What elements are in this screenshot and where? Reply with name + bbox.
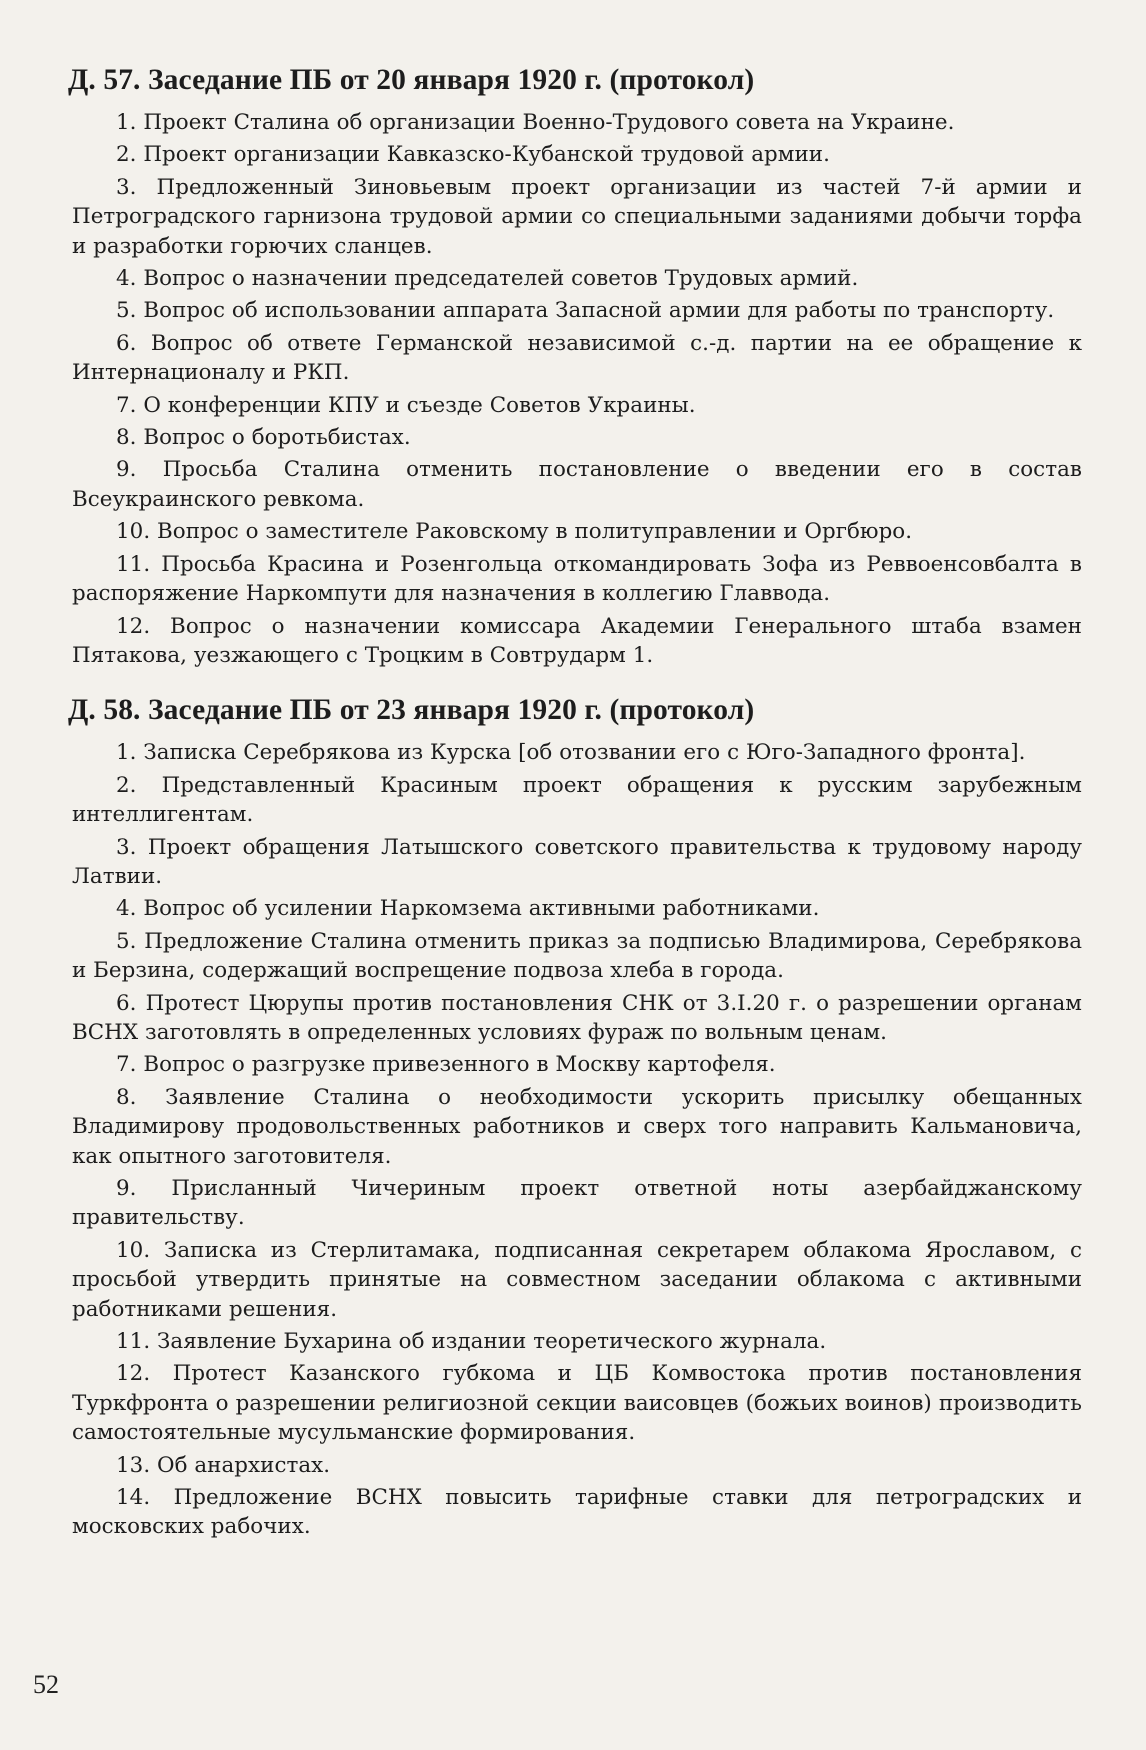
list-item: 13. Об анархистах.	[116, 1452, 331, 1478]
list-item: 3. Проект обращения Латышского советского правительства к трудовому народу Латвии.	[72, 834, 1082, 889]
list-item: 12. Протест Казанского губкома и ЦБ Комвостока против постановления Туркфронта о разрешении религиозной секции ваисовцев (божьих воинов) производить самостоятельные мусульманские формирования.	[72, 1361, 1082, 1446]
section-d58	[68, 688, 1082, 1542]
list-item: 2. Представленный Красиным проект обращения к русским зарубежным интеллигентам.	[72, 772, 1082, 828]
list-item: 4. Вопрос о назначении председателей советов Трудовых армий.	[116, 266, 859, 292]
section-d57	[68, 58, 1082, 670]
list-item: 1. Записка Серебрякова из Курска [об отозвании его с Юго-Западного фронта].	[116, 740, 1026, 766]
list-item: 5. Вопрос об использовании аппарата Запасной армии для работы по транспорту.	[116, 298, 1055, 324]
list-item: 12. Вопрос о назначении комиссара Академии Генерального штаба взамен Пятакова, уезжающего с Троцким в Совтрударм 1.	[72, 613, 1082, 668]
list-item: 7. Вопрос о разгрузке привезенного в Москву картофеля.	[116, 1052, 776, 1078]
page-number: 52	[33, 1670, 59, 1699]
list-item: 11. Заявление Бухарина об издании теоретического журнала.	[116, 1329, 827, 1355]
list-item: 11. Просьба Красина и Розенгольца откомандировать Зофа из Реввоенсовбалта в распоряжение Наркомпути для назначения в коллегию Главвода.	[72, 551, 1082, 607]
item-list	[72, 108, 1082, 670]
section-heading: Д. 58. Заседание ПБ от 23 января 1920 г. (протокол)	[68, 694, 755, 727]
list-item: 7. О конференции КПУ и съезде Советов Украины.	[116, 392, 696, 418]
list-item: 8. Заявление Сталина о необходимости ускорить присылку обещанных Владимирову продовольственных работников и сверх того направить Кальмановича, как опытного заготовителя.	[72, 1084, 1082, 1169]
list-item: 8. Вопрос о боротьбистах.	[116, 425, 411, 451]
list-item: 4. Вопрос об усилении Наркомзема активными работниками.	[116, 896, 820, 922]
list-item: 5. Предложение Сталина отменить приказ за подписью Владимирова, Серебрякова и Берзина, содержащий воспрещение подвоза хлеба в города.	[72, 928, 1082, 984]
list-item: 1. Проект Сталина об организации Военно-Трудового совета на Украине.	[116, 110, 955, 135]
list-item: 6. Вопрос об ответе Германской независимой с.-д. партии на ее обращение к Интернационалу и РКП.	[72, 330, 1082, 386]
list-item: 10. Вопрос о заместителе Раковскому в политуправлении и Оргбюро.	[116, 519, 913, 545]
item-list	[72, 738, 1082, 1542]
section-heading: Д. 57. Заседание ПБ от 20 января 1920 г. (протокол)	[68, 64, 755, 96]
list-item: 6. Протест Цюрупы против постановления СНК от 3.I.20 г. о разрешении органам ВСНХ заготовлять в определенных условиях фураж по вольным ценам.	[72, 990, 1082, 1045]
list-item: 10. Записка из Стерлитамака, подписанная секретарем облакома Ярославом, с просьбой утвердить принятые на совместном заседании облакома с активными работниками решения.	[72, 1237, 1082, 1322]
list-item: 9. Присланный Чичериным проект ответной ноты азербайджанскому правительству.	[72, 1176, 1082, 1231]
list-item: 9. Просьба Сталина отменить постановление о введении его в состав Всеукраинского ревкома.	[72, 457, 1082, 512]
document-page	[68, 58, 1082, 1545]
list-item: 2. Проект организации Кавказско-Кубанской трудовой армии.	[116, 142, 830, 168]
list-item: 3. Предложенный Зиновьевым проект организации из частей 7-й армии и Петроградского гарнизона трудовой армии со специальными заданиями добычи торфа и разработки горючих сланцев.	[72, 174, 1082, 259]
list-item: 14. Предложение ВСНХ повысить тарифные ставки для петроградских и московских рабочих.	[72, 1485, 1082, 1540]
